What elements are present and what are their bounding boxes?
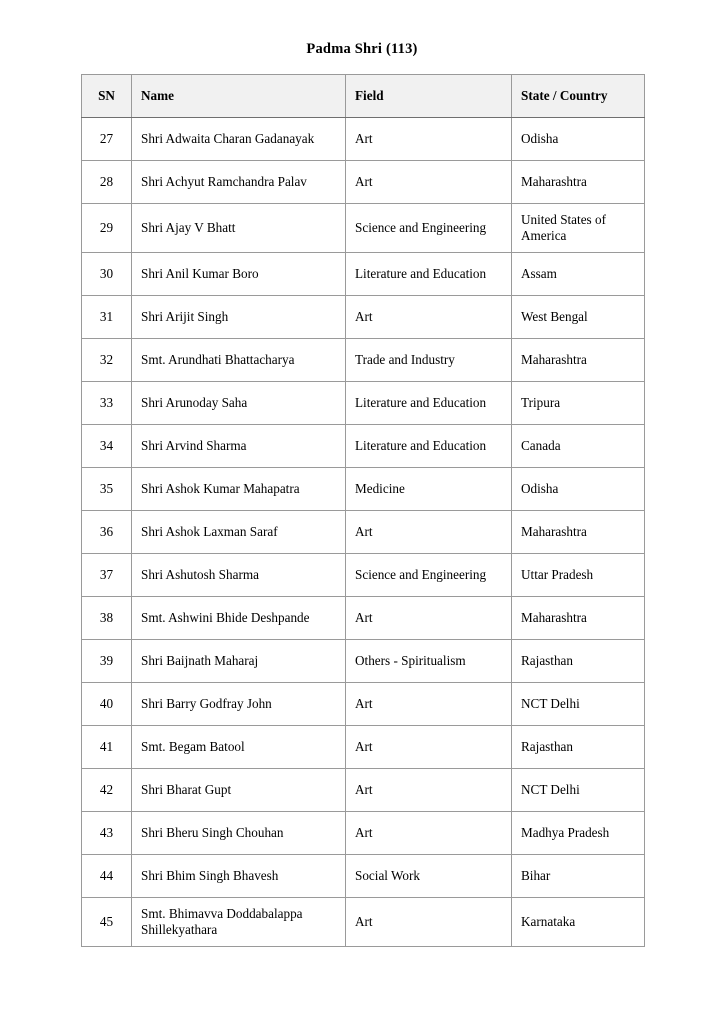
table-row <box>82 554 645 597</box>
cell-state: NCT Delhi <box>512 683 645 726</box>
cell-sn: 37 <box>82 554 132 597</box>
cell-field: Literature and Education <box>346 253 512 296</box>
cell-field: Art <box>346 812 512 855</box>
cell-sn: 41 <box>82 726 132 769</box>
cell-field: Others - Spiritualism <box>346 640 512 683</box>
cell-field: Science and Engineering <box>346 554 512 597</box>
cell-sn: 29 <box>82 204 132 253</box>
cell-state: Uttar Pradesh <box>512 554 645 597</box>
cell-state: Maharashtra <box>512 597 645 640</box>
cell-name: Shri Arunoday Saha <box>132 382 346 425</box>
cell-state: Bihar <box>512 855 645 898</box>
cell-state: Maharashtra <box>512 511 645 554</box>
cell-name: Shri Achyut Ramchandra Palav <box>132 161 346 204</box>
cell-field: Art <box>346 769 512 812</box>
cell-field: Literature and Education <box>346 425 512 468</box>
cell-state: Maharashtra <box>512 161 645 204</box>
cell-name: Shri Bharat Gupt <box>132 769 346 812</box>
cell-name: Smt. Arundhati Bhattacharya <box>132 339 346 382</box>
cell-field: Trade and Industry <box>346 339 512 382</box>
cell-sn: 36 <box>82 511 132 554</box>
cell-field: Art <box>346 296 512 339</box>
table-row <box>82 253 645 296</box>
column-header-name: Name <box>132 75 346 118</box>
table-row <box>82 161 645 204</box>
cell-state: Tripura <box>512 382 645 425</box>
cell-sn: 35 <box>82 468 132 511</box>
table-row <box>82 769 645 812</box>
table-row <box>82 640 645 683</box>
cell-name: Shri Arvind Sharma <box>132 425 346 468</box>
cell-name: Shri Bhim Singh Bhavesh <box>132 855 346 898</box>
cell-state: Odisha <box>512 118 645 161</box>
table-row <box>82 118 645 161</box>
table-row <box>82 382 645 425</box>
cell-name: Shri Ashok Kumar Mahapatra <box>132 468 346 511</box>
cell-field: Art <box>346 683 512 726</box>
page-title: Padma Shri (113) <box>306 41 418 57</box>
cell-sn: 45 <box>82 898 132 947</box>
cell-sn: 38 <box>82 597 132 640</box>
cell-name: Shri Baijnath Maharaj <box>132 640 346 683</box>
cell-name: Shri Anil Kumar Boro <box>132 253 346 296</box>
cell-sn: 42 <box>82 769 132 812</box>
cell-state: United States of America <box>512 204 645 253</box>
cell-name: Shri Arijit Singh <box>132 296 346 339</box>
table-row <box>82 855 645 898</box>
table-row <box>82 296 645 339</box>
cell-sn: 33 <box>82 382 132 425</box>
cell-sn: 44 <box>82 855 132 898</box>
cell-sn: 30 <box>82 253 132 296</box>
cell-name: Shri Bheru Singh Chouhan <box>132 812 346 855</box>
cell-sn: 32 <box>82 339 132 382</box>
cell-field: Literature and Education <box>346 382 512 425</box>
cell-field: Art <box>346 118 512 161</box>
cell-sn: 40 <box>82 683 132 726</box>
table-row <box>82 726 645 769</box>
cell-state: Rajasthan <box>512 726 645 769</box>
table-body <box>82 118 645 947</box>
cell-name: Smt. Begam Batool <box>132 726 346 769</box>
column-header-field: Field <box>346 75 512 118</box>
table-row <box>82 812 645 855</box>
cell-field: Art <box>346 161 512 204</box>
cell-field: Art <box>346 898 512 947</box>
column-header-state: State / Country <box>512 75 645 118</box>
table-row <box>82 468 645 511</box>
table-header-row <box>82 75 645 118</box>
table-row <box>82 597 645 640</box>
cell-state: West Bengal <box>512 296 645 339</box>
cell-state: Assam <box>512 253 645 296</box>
cell-name: Shri Barry Godfray John <box>132 683 346 726</box>
cell-state: Maharashtra <box>512 339 645 382</box>
table-row <box>82 683 645 726</box>
cell-field: Art <box>346 597 512 640</box>
cell-sn: 31 <box>82 296 132 339</box>
cell-field: Art <box>346 511 512 554</box>
cell-state: Canada <box>512 425 645 468</box>
cell-state: NCT Delhi <box>512 769 645 812</box>
awards-table-container <box>81 74 644 947</box>
table-row <box>82 339 645 382</box>
table-row <box>82 511 645 554</box>
cell-sn: 34 <box>82 425 132 468</box>
cell-state: Madhya Pradesh <box>512 812 645 855</box>
cell-name: Shri Adwaita Charan Gadanayak <box>132 118 346 161</box>
table-header <box>82 75 645 118</box>
table-row <box>82 425 645 468</box>
cell-sn: 43 <box>82 812 132 855</box>
cell-state: Odisha <box>512 468 645 511</box>
cell-name: Shri Ajay V Bhatt <box>132 204 346 253</box>
awards-table <box>81 74 645 947</box>
cell-state: Rajasthan <box>512 640 645 683</box>
cell-field: Social Work <box>346 855 512 898</box>
cell-name: Shri Ashok Laxman Saraf <box>132 511 346 554</box>
cell-sn: 28 <box>82 161 132 204</box>
cell-sn: 27 <box>82 118 132 161</box>
cell-name: Shri Ashutosh Sharma <box>132 554 346 597</box>
cell-field: Medicine <box>346 468 512 511</box>
table-row <box>82 204 645 253</box>
cell-name: Smt. Ashwini Bhide Deshpande <box>132 597 346 640</box>
cell-field: Science and Engineering <box>346 204 512 253</box>
cell-name: Smt. Bhimavva Doddabalappa Shillekyathara <box>132 898 346 947</box>
table-row <box>82 898 645 947</box>
cell-state: Karnataka <box>512 898 645 947</box>
column-header-sn: SN <box>82 75 132 118</box>
cell-field: Art <box>346 726 512 769</box>
cell-sn: 39 <box>82 640 132 683</box>
